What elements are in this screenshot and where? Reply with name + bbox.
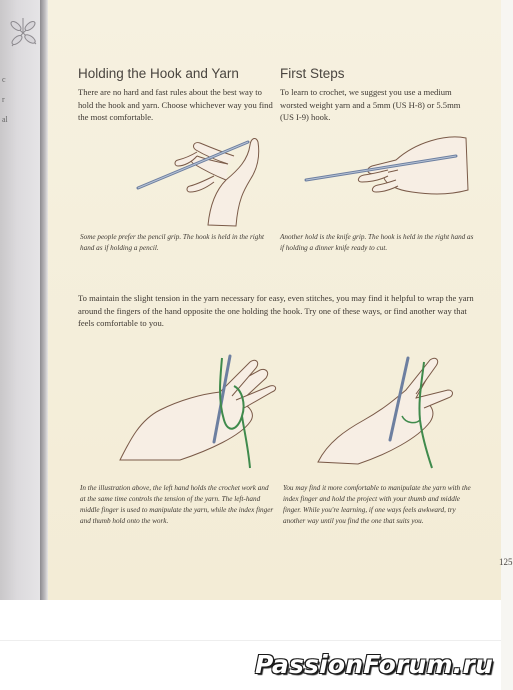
page-number: 125 xyxy=(499,557,513,567)
previous-page-edge xyxy=(0,0,44,600)
middle-finger-tension-illustration xyxy=(110,350,290,470)
pencil-grip-illustration xyxy=(98,120,278,230)
right-hand-shape xyxy=(175,138,259,226)
flower-ornament-icon xyxy=(6,16,40,50)
holding-hook-intro: There are no hard and fast rules about the best way to hold the hook and yarn. Choose whichever way you find the most comfortable. xyxy=(78,87,273,123)
knife-grip-caption: Another hold is the knife grip. The hook is held in the right hand as if holding a dinner knife ready to cut. xyxy=(280,233,474,252)
first-steps-intro: To learn to crochet, we suggest you use a medium worsted weight yarn and a 5mm (US H-8) or 5.5mm (US I-9) hook. xyxy=(280,87,461,123)
tension-paragraph: To maintain the slight tension in the yarn necessary for easy, even stitches, you may find it helpful to wrap the yarn around the fingers of the hand opposite the one holding the hook. Try one of these ways, or find another way that feels comfortable to you. xyxy=(78,293,474,329)
left-hand-caption: In the illustration above, the left hand holds the crochet work and at the same time controls the tension of the yarn. The left-hand middle finger is used to manipulate the yarn, while the index finger and thumb hold onto the work. xyxy=(80,484,274,525)
pencil-grip-caption: Some people prefer the pencil grip. The hook is held in the right hand as if holding a pencil. xyxy=(80,233,264,252)
previous-page-text: c r al xyxy=(2,75,8,124)
book-gutter xyxy=(40,0,48,600)
scan-divider xyxy=(0,640,501,641)
index-finger-caption: You may find it more comfortable to manipulate the yarn with the index finger and hold the project with your thumb and middle finger. While you're learning, if one ways feels awkward, try another way until you find the one that suits you. xyxy=(283,484,471,525)
site-watermark: PassionForum.ru xyxy=(254,650,493,679)
heading-first-steps: First Steps xyxy=(280,66,345,81)
book-page xyxy=(48,0,513,600)
heading-holding-hook: Holding the Hook and Yarn xyxy=(78,66,239,81)
index-finger-tension-illustration xyxy=(298,350,478,470)
knife-grip-illustration xyxy=(296,120,476,230)
